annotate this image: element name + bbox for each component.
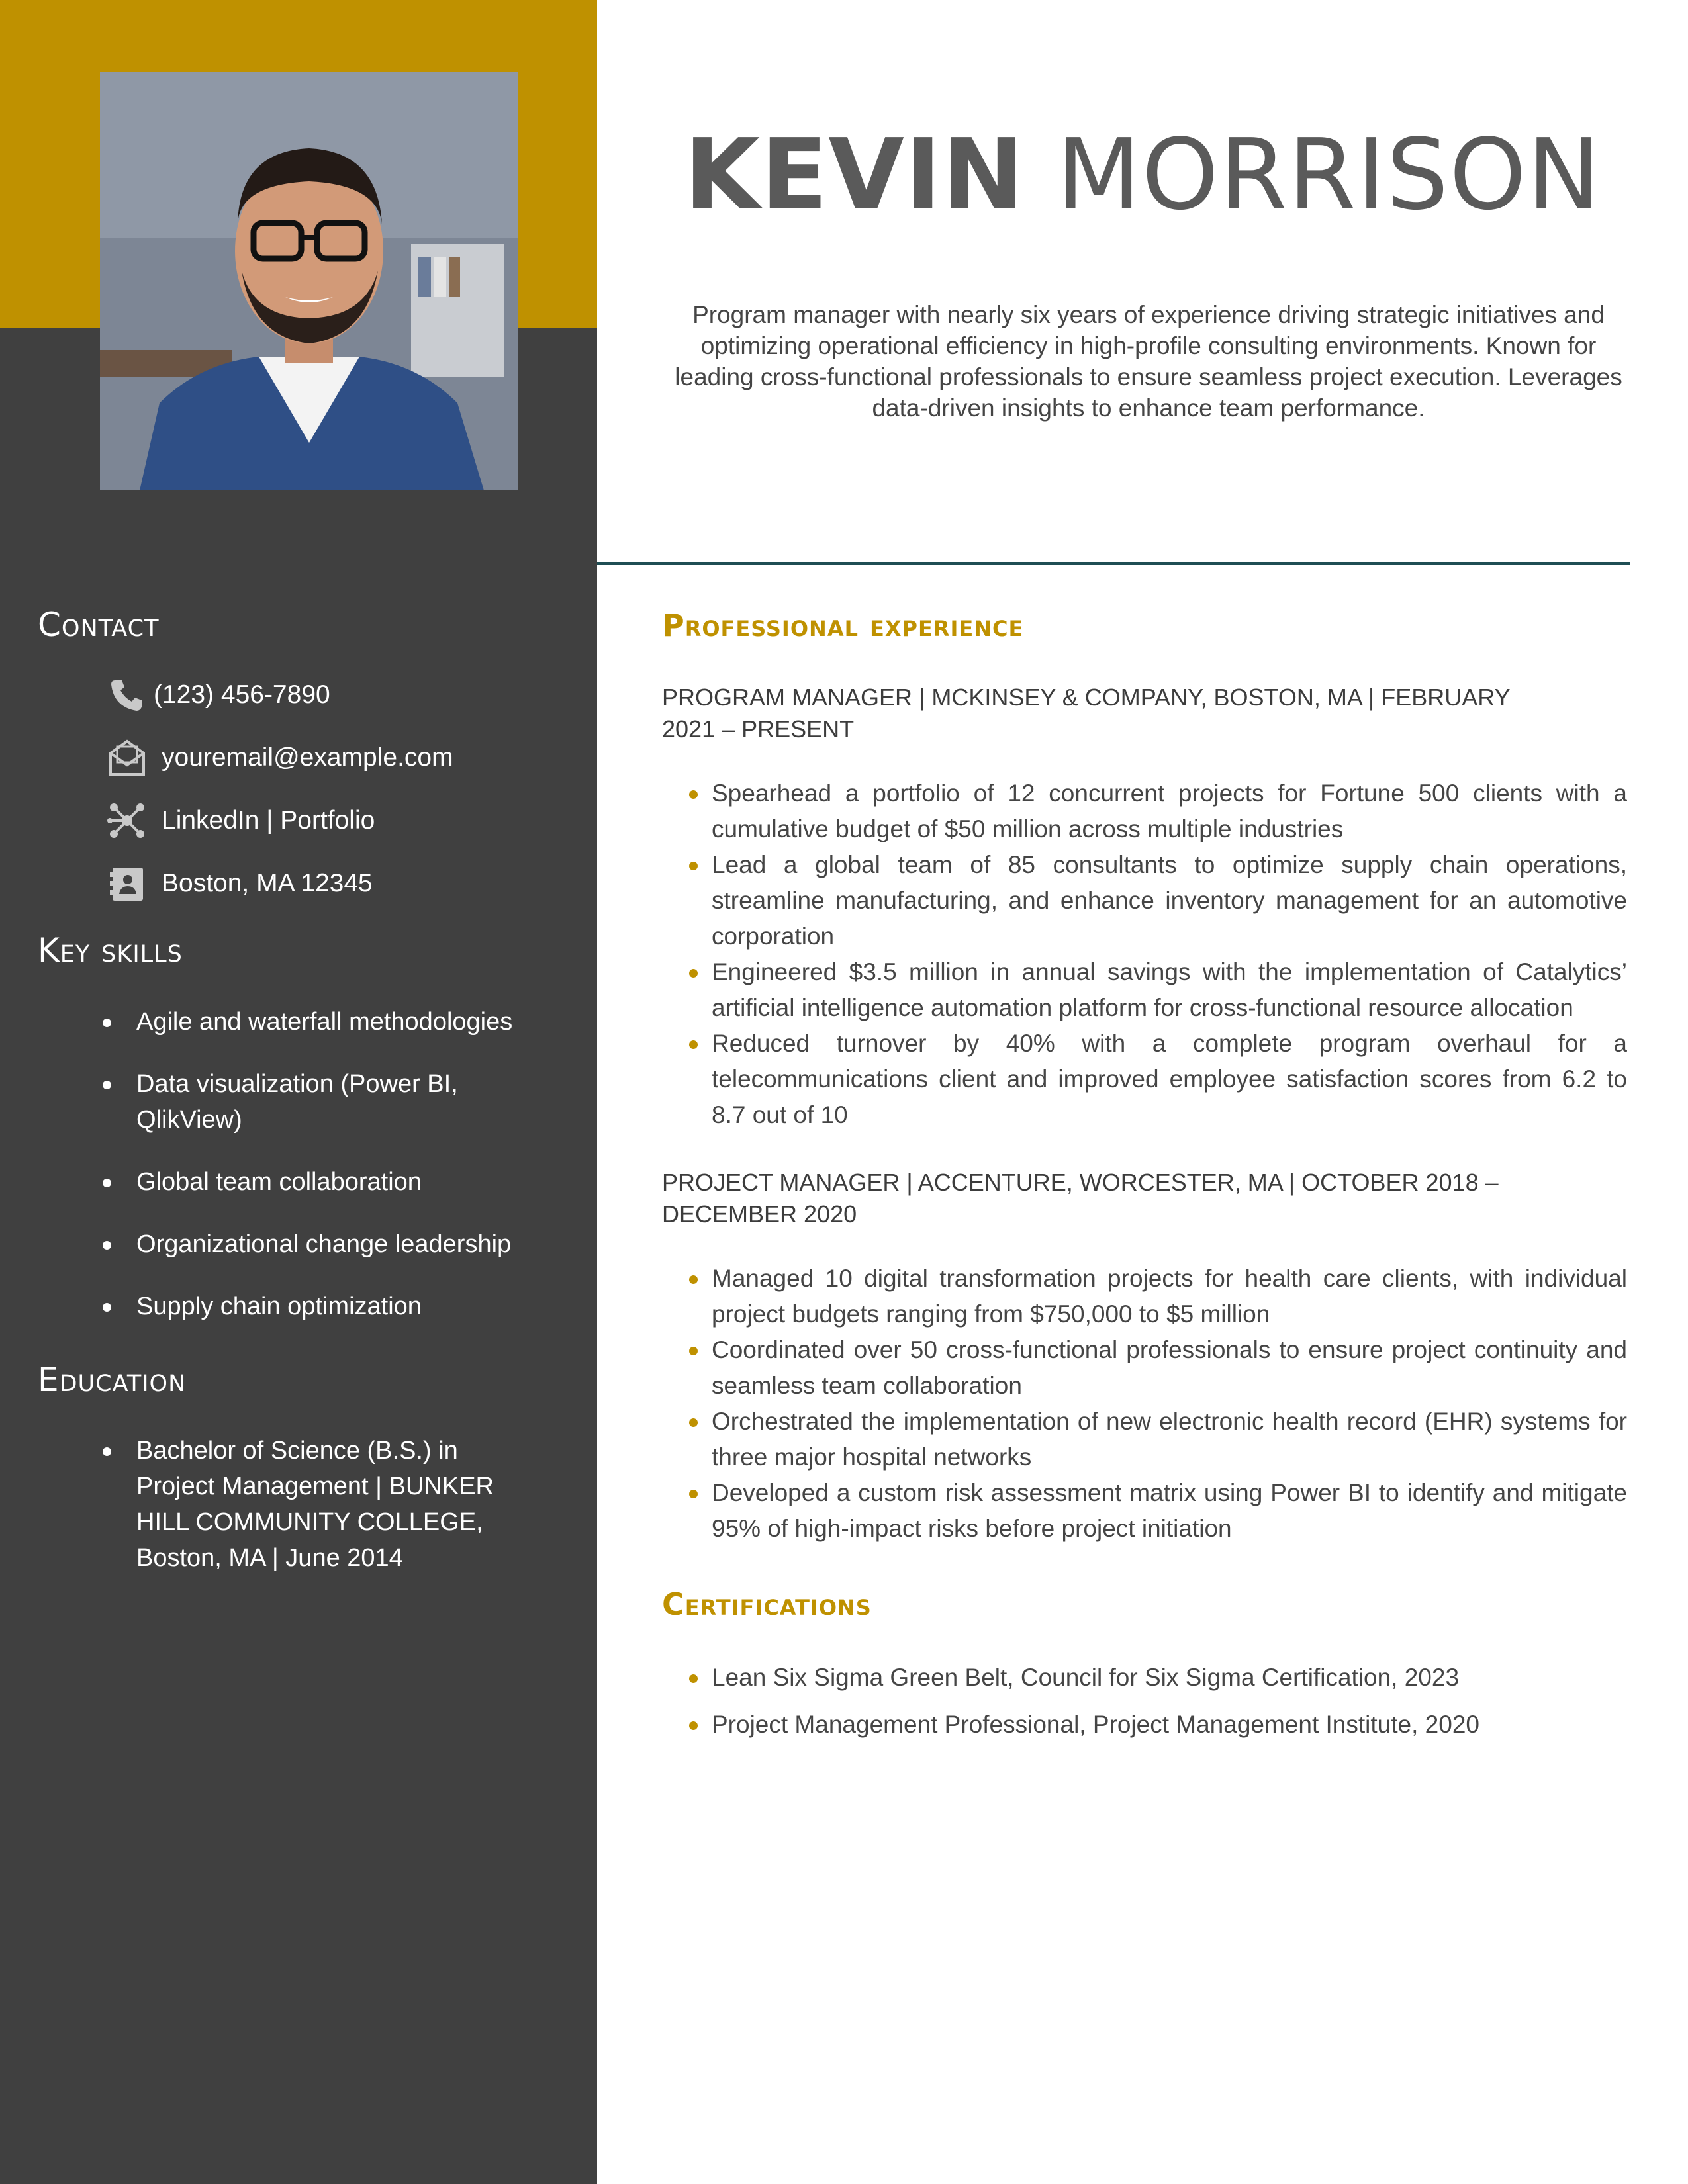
job-bullet: Lead a global team of 85 consultants to optimize supply chain operations, streamline manufacturing, and enhance inventory management for an automotive corporation bbox=[687, 847, 1627, 954]
phone-text: (123) 456-7890 bbox=[154, 680, 330, 709]
certifications-heading: Certifications bbox=[662, 1586, 872, 1622]
job-bullet: Spearhead a portfolio of 12 concurrent projects for Fortune 500 clients with a cumulative budget of $50 million across multiple industries bbox=[687, 776, 1627, 847]
links-text[interactable]: LinkedIn | Portfolio bbox=[162, 806, 375, 835]
phone-icon bbox=[107, 675, 147, 715]
education-heading: Education bbox=[38, 1361, 187, 1399]
key-skills-heading: Key skills bbox=[38, 931, 183, 970]
contact-heading: Contact bbox=[38, 606, 160, 644]
location-text: Boston, MA 12345 bbox=[162, 869, 373, 897]
skill-item: Data visualization (Power BI, QlikView) bbox=[99, 1066, 549, 1138]
address-book-icon bbox=[107, 864, 147, 903]
skill-item: Agile and waterfall methodologies bbox=[99, 1004, 549, 1040]
job-bullets bbox=[687, 1261, 1627, 1547]
job-title: PROGRAM MANAGER | MCKINSEY & COMPANY, BOSTON, MA | FEBRUARY 2021 – PRESENT bbox=[662, 684, 1510, 743]
certification-item: Project Management Professional, Project Management Institute, 2020 bbox=[687, 1707, 1627, 1743]
skill-item: Global team collaboration bbox=[99, 1164, 549, 1200]
job-bullet: Orchestrated the implementation of new electronic health record (EHR) systems for three major hospital networks bbox=[687, 1404, 1627, 1475]
contact-location bbox=[107, 864, 373, 903]
certification-item: Lean Six Sigma Green Belt, Council for Six Sigma Certification, 2023 bbox=[687, 1660, 1627, 1696]
job-bullet: Engineered $3.5 million in annual savings with the implementation of Catalytics’ artificial intelligence automation platform for cross-functional resource allocation bbox=[687, 954, 1627, 1026]
job-title: PROJECT MANAGER | ACCENTURE, WORCESTER, MA | OCTOBER 2018 – DECEMBER 2020 bbox=[662, 1169, 1499, 1228]
skill-item: Supply chain optimization bbox=[99, 1289, 549, 1324]
job-bullet: Developed a custom risk assessment matrix using Power BI to identify and mitigate 95% of high-impact risks before project initiation bbox=[687, 1475, 1627, 1547]
professional-summary: Program manager with nearly six years of experience driving strategic initiatives and optimizing operational efficiency in high-profile consulting environments. Known for leading cross-functional professionals to ensure seamless project execution. Leverages data-driven insights to enhance team performance. bbox=[675, 301, 1622, 422]
header-divider bbox=[597, 562, 1630, 565]
profile-photo bbox=[100, 72, 518, 490]
envelope-icon bbox=[107, 738, 147, 778]
network-icon bbox=[107, 801, 147, 841]
candidate-name bbox=[597, 118, 1688, 232]
education-item: Bachelor of Science (B.S.) in Project Management | BUNKER HILL COMMUNITY COLLEGE, Boston, MA | June 2014 bbox=[99, 1433, 536, 1576]
job-bullet: Reduced turnover by 40% with a complete program overhaul for a telecommunications client and improved employee satisfaction scores from 6.2 to 8.7 out of 10 bbox=[687, 1026, 1627, 1133]
skill-item: Organizational change leadership bbox=[99, 1226, 549, 1262]
contact-email bbox=[107, 738, 453, 778]
job-bullets bbox=[687, 776, 1627, 1133]
job-bullet: Managed 10 digital transformation projects for health care clients, with individual project budgets ranging from $750,000 to $5 million bbox=[687, 1261, 1627, 1332]
experience-heading: Professional experience bbox=[662, 608, 1024, 643]
contact-links bbox=[107, 801, 375, 841]
first-name: KEVIN bbox=[684, 118, 1025, 232]
last-name: MORRISON bbox=[1056, 118, 1601, 232]
certifications-list bbox=[687, 1660, 1627, 1754]
email-text: youremail@example.com bbox=[162, 743, 453, 772]
contact-phone bbox=[107, 675, 330, 715]
skills-list bbox=[99, 1004, 549, 1324]
education-list bbox=[99, 1433, 536, 1576]
job-bullet: Coordinated over 50 cross-functional professionals to ensure project continuity and seamless team collaboration bbox=[687, 1332, 1627, 1404]
